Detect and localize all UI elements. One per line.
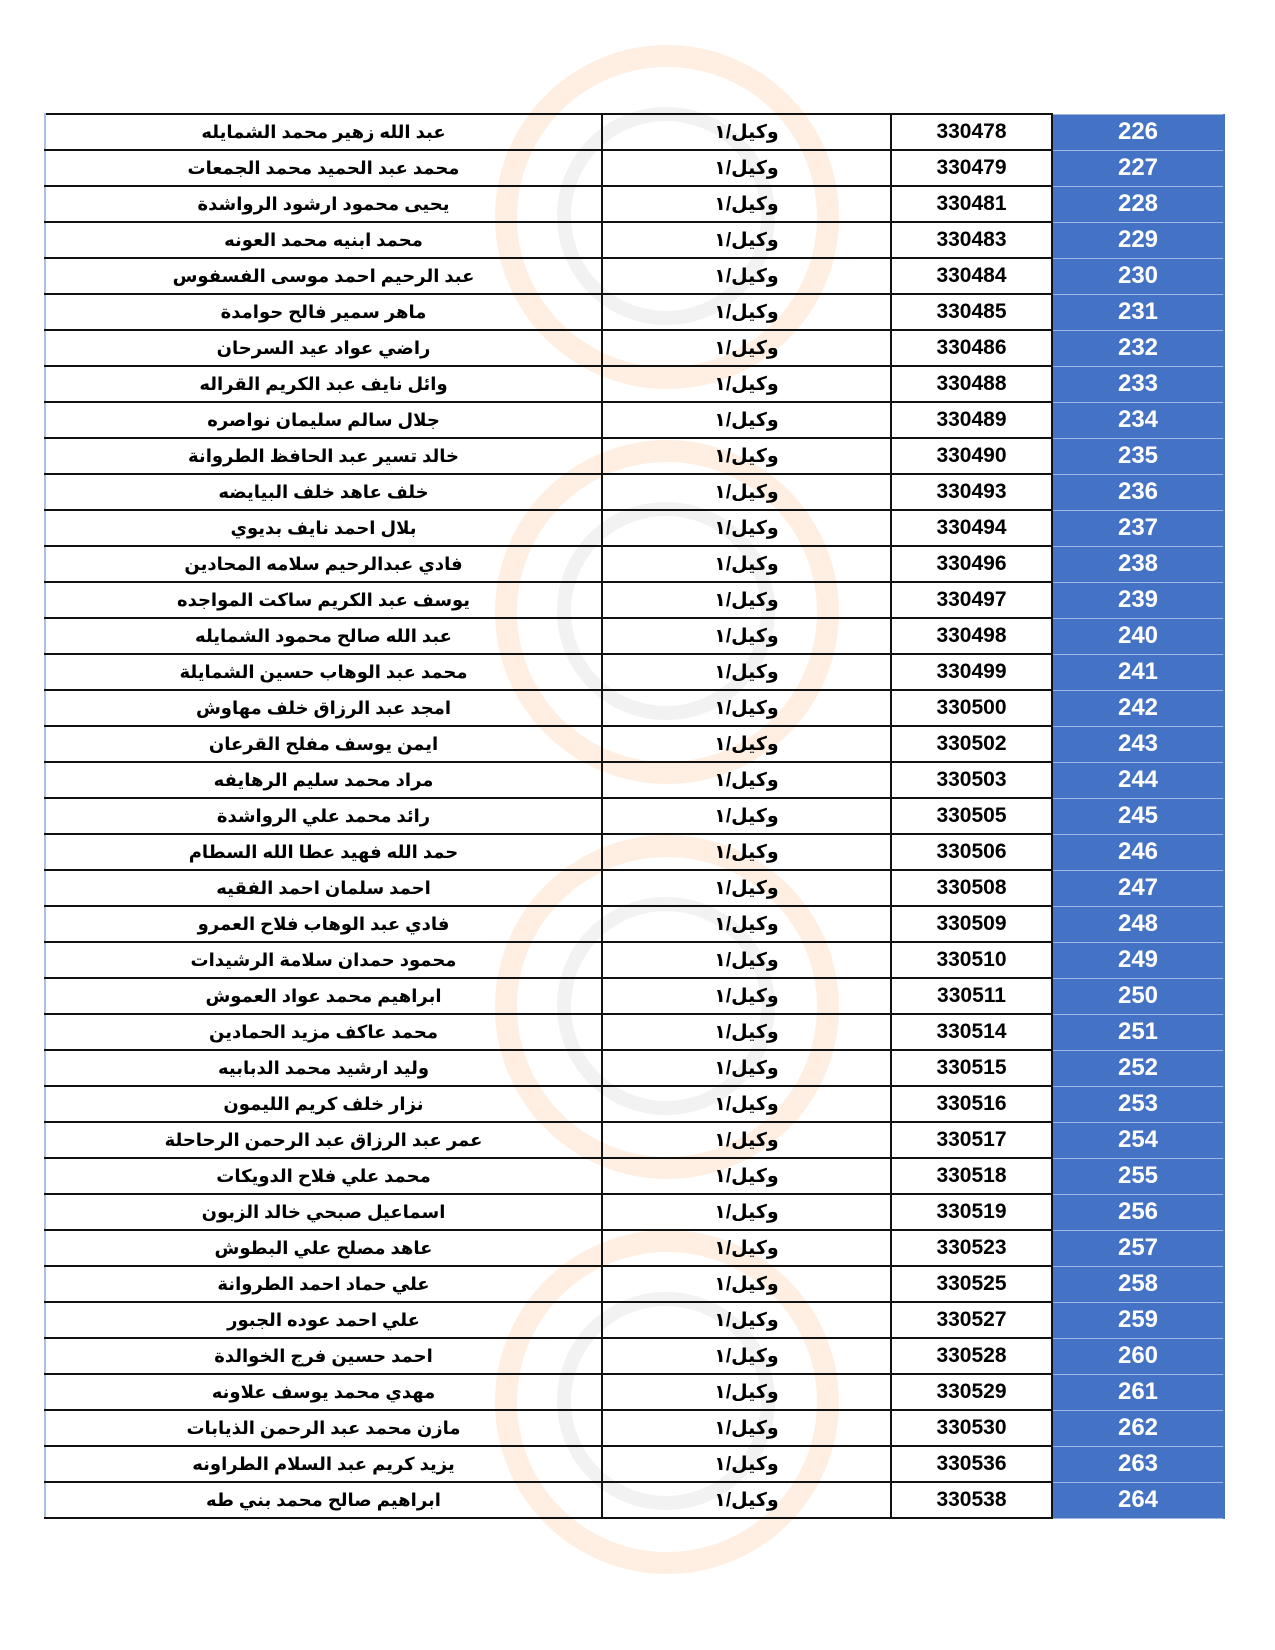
employee-id-cell: 330493 — [891, 474, 1052, 510]
table-row — [45, 114, 1224, 150]
row-number-cell: 226 — [1052, 114, 1224, 150]
table-row — [45, 1158, 1224, 1194]
role-cell: وكيل/١ — [602, 438, 891, 474]
full-name-cell: علي حماد احمد الطروانة — [45, 1266, 602, 1302]
employee-id-cell: 330502 — [891, 726, 1052, 762]
table-row — [45, 582, 1224, 618]
full-name-cell: ماهر سمير فالح حوامدة — [45, 294, 602, 330]
row-number-cell: 228 — [1052, 186, 1224, 222]
row-number-cell: 231 — [1052, 294, 1224, 330]
row-number-cell: 252 — [1052, 1050, 1224, 1086]
role-cell: وكيل/١ — [602, 1374, 891, 1410]
full-name-cell: محمد عبد الحميد محمد الجمعات — [45, 150, 602, 186]
full-name-cell: فادي عبدالرحيم سلامه المحادين — [45, 546, 602, 582]
full-name-cell: علي احمد عوده الجبور — [45, 1302, 602, 1338]
row-number-cell: 253 — [1052, 1086, 1224, 1122]
full-name-cell: احمد حسين فرج الخوالدة — [45, 1338, 602, 1374]
full-name-cell: يوسف عبد الكريم ساكت المواجده — [45, 582, 602, 618]
row-number-cell: 232 — [1052, 330, 1224, 366]
full-name-cell: محمود حمدان سلامة الرشيدات — [45, 942, 602, 978]
row-number-cell: 241 — [1052, 654, 1224, 690]
table-row — [45, 762, 1224, 798]
role-cell: وكيل/١ — [602, 654, 891, 690]
full-name-cell: راضي عواد عيد السرحان — [45, 330, 602, 366]
table-row — [45, 618, 1224, 654]
full-name-cell: نزار خلف كريم الليمون — [45, 1086, 602, 1122]
employee-id-cell: 330479 — [891, 150, 1052, 186]
full-name-cell: بلال احمد نايف بديوي — [45, 510, 602, 546]
role-cell: وكيل/١ — [602, 1194, 891, 1230]
names-table — [44, 113, 1225, 1519]
full-name-cell: جلال سالم سليمان نواصره — [45, 402, 602, 438]
employee-id-cell: 330515 — [891, 1050, 1052, 1086]
employee-id-cell: 330525 — [891, 1266, 1052, 1302]
full-name-cell: امجد عبد الرزاق خلف مهاوش — [45, 690, 602, 726]
full-name-cell: محمد عبد الوهاب حسين الشمايلة — [45, 654, 602, 690]
employee-id-cell: 330481 — [891, 186, 1052, 222]
role-cell: وكيل/١ — [602, 762, 891, 798]
role-cell: وكيل/١ — [602, 1482, 891, 1518]
table-row — [45, 870, 1224, 906]
row-number-cell: 238 — [1052, 546, 1224, 582]
row-number-cell: 237 — [1052, 510, 1224, 546]
employee-id-cell: 330519 — [891, 1194, 1052, 1230]
role-cell: وكيل/١ — [602, 150, 891, 186]
row-number-cell: 264 — [1052, 1482, 1224, 1518]
table-row — [45, 366, 1224, 402]
full-name-cell: ابراهيم محمد عواد العموش — [45, 978, 602, 1014]
full-name-cell: محمد ابنيه محمد العونه — [45, 222, 602, 258]
table-row — [45, 834, 1224, 870]
employee-id-cell: 330503 — [891, 762, 1052, 798]
table-row — [45, 402, 1224, 438]
row-number-cell: 248 — [1052, 906, 1224, 942]
full-name-cell: عبد الرحيم احمد موسى الفسفوس — [45, 258, 602, 294]
row-number-cell: 247 — [1052, 870, 1224, 906]
full-name-cell: فادي عبد الوهاب فلاح العمرو — [45, 906, 602, 942]
table-row — [45, 186, 1224, 222]
employee-id-cell: 330509 — [891, 906, 1052, 942]
table-row — [45, 798, 1224, 834]
employee-id-cell: 330496 — [891, 546, 1052, 582]
employee-id-cell: 330518 — [891, 1158, 1052, 1194]
full-name-cell: عاهد مصلح علي البطوش — [45, 1230, 602, 1266]
employee-id-cell: 330485 — [891, 294, 1052, 330]
full-name-cell: خالد تسير عبد الحافظ الطروانة — [45, 438, 602, 474]
role-cell: وكيل/١ — [602, 474, 891, 510]
row-number-cell: 235 — [1052, 438, 1224, 474]
employee-id-cell: 330510 — [891, 942, 1052, 978]
role-cell: وكيل/١ — [602, 294, 891, 330]
full-name-cell: يحيى محمود ارشود الرواشدة — [45, 186, 602, 222]
row-number-cell: 261 — [1052, 1374, 1224, 1410]
employee-id-cell: 330478 — [891, 114, 1052, 150]
employee-id-cell: 330536 — [891, 1446, 1052, 1482]
role-cell: وكيل/١ — [602, 1158, 891, 1194]
employee-id-cell: 330488 — [891, 366, 1052, 402]
employee-id-cell: 330516 — [891, 1086, 1052, 1122]
table-row — [45, 546, 1224, 582]
role-cell: وكيل/١ — [602, 798, 891, 834]
full-name-cell: خلف عاهد خلف البيايضه — [45, 474, 602, 510]
employee-id-cell: 330484 — [891, 258, 1052, 294]
role-cell: وكيل/١ — [602, 366, 891, 402]
row-number-cell: 240 — [1052, 618, 1224, 654]
row-number-cell: 245 — [1052, 798, 1224, 834]
row-number-cell: 251 — [1052, 1014, 1224, 1050]
table-row — [45, 1050, 1224, 1086]
row-number-cell: 229 — [1052, 222, 1224, 258]
row-number-cell: 227 — [1052, 150, 1224, 186]
role-cell: وكيل/١ — [602, 1266, 891, 1302]
role-cell: وكيل/١ — [602, 1302, 891, 1338]
employee-id-cell: 330483 — [891, 222, 1052, 258]
employee-id-cell: 330497 — [891, 582, 1052, 618]
row-number-cell: 263 — [1052, 1446, 1224, 1482]
employee-id-cell: 330508 — [891, 870, 1052, 906]
full-name-cell: مازن محمد عبد الرحمن الذيابات — [45, 1410, 602, 1446]
row-number-cell: 243 — [1052, 726, 1224, 762]
full-name-cell: مراد محمد سليم الرهايفه — [45, 762, 602, 798]
table-row — [45, 1338, 1224, 1374]
row-number-cell: 246 — [1052, 834, 1224, 870]
role-cell: وكيل/١ — [602, 258, 891, 294]
row-number-cell: 259 — [1052, 1302, 1224, 1338]
full-name-cell: ابراهيم صالح محمد بني طه — [45, 1482, 602, 1518]
full-name-cell: حمد الله فهيد عطا الله السطام — [45, 834, 602, 870]
table-row — [45, 474, 1224, 510]
table-row — [45, 1086, 1224, 1122]
role-cell: وكيل/١ — [602, 114, 891, 150]
table-row — [45, 654, 1224, 690]
employee-id-cell: 330529 — [891, 1374, 1052, 1410]
row-number-cell: 242 — [1052, 690, 1224, 726]
table-row — [45, 1302, 1224, 1338]
role-cell: وكيل/١ — [602, 1122, 891, 1158]
row-number-cell: 249 — [1052, 942, 1224, 978]
row-number-cell: 258 — [1052, 1266, 1224, 1302]
role-cell: وكيل/١ — [602, 942, 891, 978]
role-cell: وكيل/١ — [602, 402, 891, 438]
table-row — [45, 726, 1224, 762]
table-row — [45, 1482, 1224, 1518]
full-name-cell: رائد محمد علي الرواشدة — [45, 798, 602, 834]
full-name-cell: احمد سلمان احمد الفقيه — [45, 870, 602, 906]
row-number-cell: 244 — [1052, 762, 1224, 798]
role-cell: وكيل/١ — [602, 330, 891, 366]
role-cell: وكيل/١ — [602, 1410, 891, 1446]
employee-id-cell: 330489 — [891, 402, 1052, 438]
full-name-cell: مهدي محمد يوسف علاونه — [45, 1374, 602, 1410]
row-number-cell: 230 — [1052, 258, 1224, 294]
role-cell: وكيل/١ — [602, 870, 891, 906]
role-cell: وكيل/١ — [602, 546, 891, 582]
employee-id-cell: 330500 — [891, 690, 1052, 726]
employee-id-cell: 330517 — [891, 1122, 1052, 1158]
row-number-cell: 262 — [1052, 1410, 1224, 1446]
table-row — [45, 942, 1224, 978]
full-name-cell: اسماعيل صبحي خالد الزبون — [45, 1194, 602, 1230]
role-cell: وكيل/١ — [602, 582, 891, 618]
full-name-cell: محمد علي فلاح الدويكات — [45, 1158, 602, 1194]
role-cell: وكيل/١ — [602, 1050, 891, 1086]
row-number-cell: 234 — [1052, 402, 1224, 438]
table-row — [45, 1446, 1224, 1482]
table-row — [45, 222, 1224, 258]
employee-id-cell: 330530 — [891, 1410, 1052, 1446]
role-cell: وكيل/١ — [602, 1230, 891, 1266]
employee-id-cell: 330527 — [891, 1302, 1052, 1338]
table-row — [45, 690, 1224, 726]
row-number-cell: 239 — [1052, 582, 1224, 618]
role-cell: وكيل/١ — [602, 906, 891, 942]
role-cell: وكيل/١ — [602, 1338, 891, 1374]
role-cell: وكيل/١ — [602, 1086, 891, 1122]
table-row — [45, 1230, 1224, 1266]
role-cell: وكيل/١ — [602, 222, 891, 258]
table-row — [45, 1266, 1224, 1302]
role-cell: وكيل/١ — [602, 1014, 891, 1050]
table-row — [45, 150, 1224, 186]
employee-id-cell: 330490 — [891, 438, 1052, 474]
employee-id-cell: 330506 — [891, 834, 1052, 870]
table-row — [45, 1410, 1224, 1446]
employee-id-cell: 330505 — [891, 798, 1052, 834]
role-cell: وكيل/١ — [602, 186, 891, 222]
employee-id-cell: 330528 — [891, 1338, 1052, 1374]
table-row — [45, 258, 1224, 294]
employee-id-cell: 330486 — [891, 330, 1052, 366]
role-cell: وكيل/١ — [602, 690, 891, 726]
table-row — [45, 1194, 1224, 1230]
row-number-cell: 260 — [1052, 1338, 1224, 1374]
full-name-cell: وائل نايف عبد الكريم القراله — [45, 366, 602, 402]
role-cell: وكيل/١ — [602, 978, 891, 1014]
table-row — [45, 1374, 1224, 1410]
row-number-cell: 257 — [1052, 1230, 1224, 1266]
table-row — [45, 330, 1224, 366]
row-number-cell: 256 — [1052, 1194, 1224, 1230]
full-name-cell: يزيد كريم عبد السلام الطراونه — [45, 1446, 602, 1482]
employee-id-cell: 330538 — [891, 1482, 1052, 1518]
employee-id-cell: 330514 — [891, 1014, 1052, 1050]
table-row — [45, 1014, 1224, 1050]
row-number-cell: 250 — [1052, 978, 1224, 1014]
employee-id-cell: 330523 — [891, 1230, 1052, 1266]
table-row — [45, 906, 1224, 942]
employee-id-cell: 330494 — [891, 510, 1052, 546]
employee-id-cell: 330499 — [891, 654, 1052, 690]
full-name-cell: محمد عاكف مزيد الحمادين — [45, 1014, 602, 1050]
role-cell: وكيل/١ — [602, 618, 891, 654]
full-name-cell: عبد الله صالح محمود الشمايله — [45, 618, 602, 654]
role-cell: وكيل/١ — [602, 726, 891, 762]
full-name-cell: عمر عبد الرزاق عبد الرحمن الرحاحلة — [45, 1122, 602, 1158]
role-cell: وكيل/١ — [602, 1446, 891, 1482]
table-row — [45, 978, 1224, 1014]
full-name-cell: ايمن يوسف مفلح القرعان — [45, 726, 602, 762]
employee-id-cell: 330498 — [891, 618, 1052, 654]
row-number-cell: 255 — [1052, 1158, 1224, 1194]
full-name-cell: عبد الله زهير محمد الشمايله — [45, 114, 602, 150]
role-cell: وكيل/١ — [602, 834, 891, 870]
role-cell: وكيل/١ — [602, 510, 891, 546]
table-row — [45, 1122, 1224, 1158]
employee-id-cell: 330511 — [891, 978, 1052, 1014]
table-row — [45, 438, 1224, 474]
full-name-cell: وليد ارشيد محمد الدبابيه — [45, 1050, 602, 1086]
table-row — [45, 294, 1224, 330]
table-row — [45, 510, 1224, 546]
row-number-cell: 254 — [1052, 1122, 1224, 1158]
row-number-cell: 236 — [1052, 474, 1224, 510]
row-number-cell: 233 — [1052, 366, 1224, 402]
